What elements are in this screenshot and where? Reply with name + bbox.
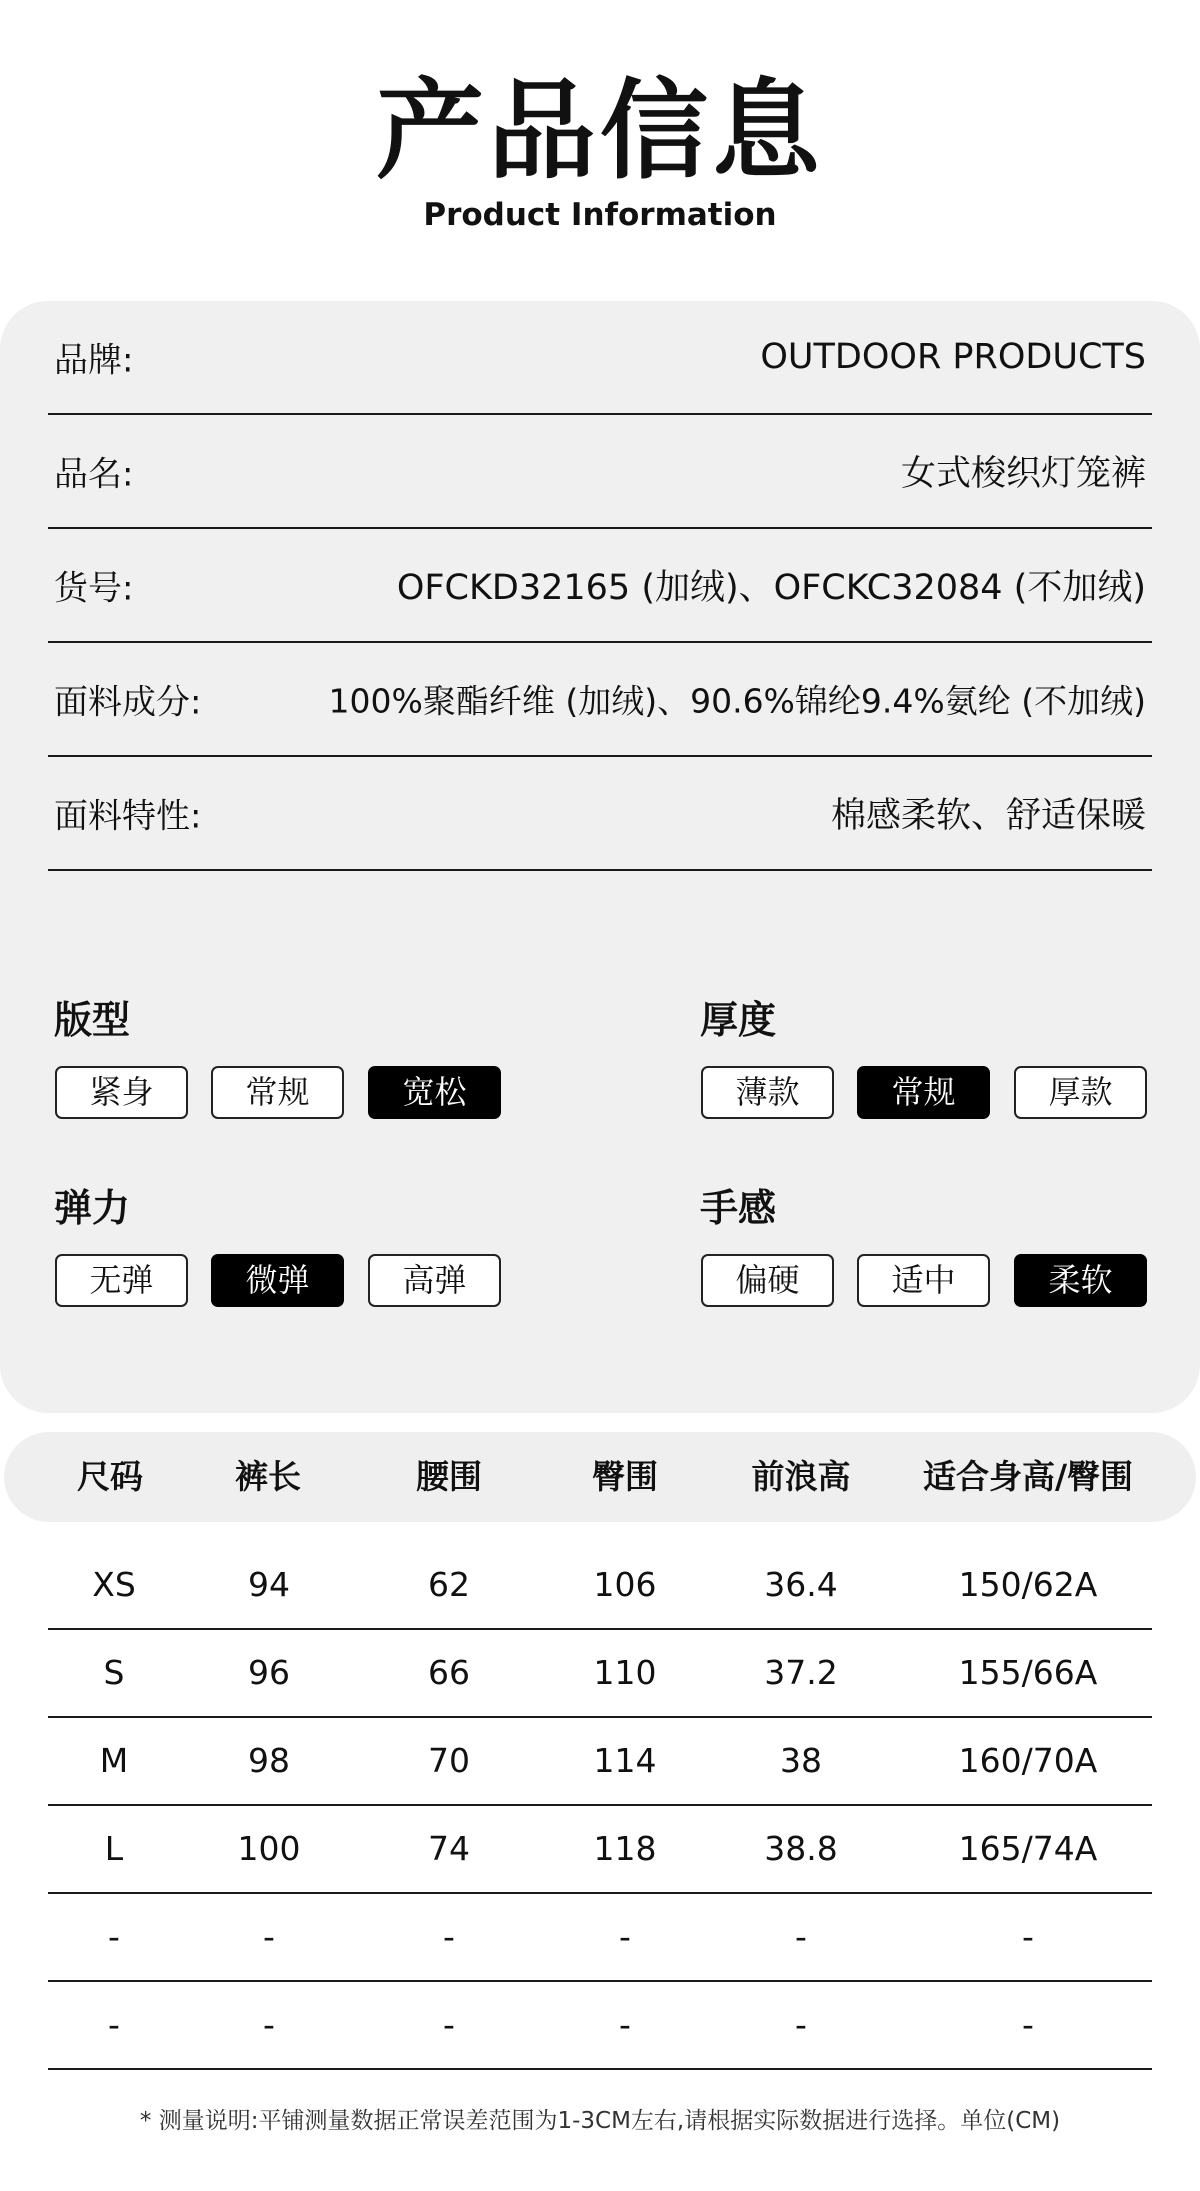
attr-title-feel: 手感 xyxy=(700,1186,777,1230)
table-cell: - xyxy=(619,1917,631,1956)
table-cell: 98 xyxy=(248,1741,290,1780)
info-label: 面料成分: xyxy=(54,682,202,723)
table-cell: - xyxy=(263,1917,275,1956)
elasticity-option-high: 高弹 xyxy=(368,1254,501,1307)
info-row-item-number xyxy=(48,529,1152,643)
column-header-hip: 臀围 xyxy=(592,1457,658,1496)
table-cell: S xyxy=(103,1653,125,1692)
table-cell: 118 xyxy=(593,1829,657,1868)
table-cell: - xyxy=(443,2005,455,2044)
table-row xyxy=(48,1542,1152,1630)
table-cell: 62 xyxy=(428,1565,470,1604)
thickness-option-regular: 常规 xyxy=(857,1066,990,1119)
attr-group-fit xyxy=(48,998,528,1131)
table-cell: - xyxy=(795,2005,807,2044)
thickness-option-thin: 薄款 xyxy=(701,1066,834,1119)
info-label: 面料特性: xyxy=(54,796,202,837)
attr-group-elasticity xyxy=(48,1186,528,1319)
table-cell: 155/66A xyxy=(958,1653,1098,1692)
info-row-fabric-features xyxy=(48,757,1152,871)
table-cell: 74 xyxy=(428,1829,470,1868)
table-cell: 70 xyxy=(428,1741,470,1780)
product-info-card xyxy=(0,301,1200,1413)
table-cell: - xyxy=(443,1917,455,1956)
table-cell: - xyxy=(263,2005,275,2044)
table-cell: - xyxy=(1022,1917,1034,1956)
table-row xyxy=(48,1894,1152,1982)
feel-option-stiff: 偏硬 xyxy=(701,1254,834,1307)
table-row xyxy=(48,1982,1152,2070)
table-cell: 150/62A xyxy=(958,1565,1098,1604)
table-cell: 38 xyxy=(780,1741,822,1780)
table-cell: M xyxy=(99,1741,129,1780)
info-label: 货号: xyxy=(54,568,134,609)
table-cell: 37.2 xyxy=(764,1653,838,1692)
column-header-height-hip: 适合身高/臀围 xyxy=(922,1457,1134,1496)
feel-option-soft: 柔软 xyxy=(1014,1254,1147,1307)
info-row-product-name xyxy=(48,415,1152,529)
fit-option-slim: 紧身 xyxy=(55,1066,188,1119)
info-value: 棉感柔软、舒适保暖 xyxy=(830,796,1146,836)
info-value: 100%聚酯纤维 (加绒)、90.6%锦纶9.4%氨纶 (不加绒) xyxy=(328,681,1146,721)
table-cell: - xyxy=(619,2005,631,2044)
info-label: 品名: xyxy=(54,454,134,495)
info-value: OFCKD32165 (加绒)、OFCKC32084 (不加绒) xyxy=(396,568,1146,608)
attr-group-thickness xyxy=(694,998,1174,1131)
table-cell: 96 xyxy=(248,1653,290,1692)
column-header-length: 裤长 xyxy=(235,1457,301,1496)
column-header-waist: 腰围 xyxy=(416,1457,482,1496)
attr-title-elasticity: 弹力 xyxy=(54,1186,131,1230)
column-header-size: 尺码 xyxy=(77,1457,143,1496)
page-title: 产品信息 xyxy=(375,69,824,194)
table-cell: - xyxy=(1022,2005,1034,2044)
info-label: 品牌: xyxy=(54,340,134,381)
table-cell: 100 xyxy=(237,1829,301,1868)
table-row xyxy=(48,1806,1152,1894)
attr-title-fit: 版型 xyxy=(54,998,131,1042)
table-cell: - xyxy=(795,1917,807,1956)
thickness-option-thick: 厚款 xyxy=(1014,1066,1147,1119)
table-cell: 38.8 xyxy=(764,1829,838,1868)
table-cell: L xyxy=(104,1829,124,1868)
table-cell: 66 xyxy=(428,1653,470,1692)
table-row xyxy=(48,1718,1152,1806)
table-cell: 94 xyxy=(248,1565,290,1604)
info-row-brand xyxy=(48,301,1152,415)
fit-option-regular: 常规 xyxy=(211,1066,344,1119)
page-subtitle: Product Information xyxy=(423,197,777,233)
size-table-header xyxy=(4,1432,1196,1522)
info-value: OUTDOOR PRODUCTS xyxy=(760,337,1146,377)
table-cell: - xyxy=(108,2005,120,2044)
column-header-front-rise: 前浪高 xyxy=(751,1457,851,1496)
info-row-fabric-composition xyxy=(48,643,1152,757)
elasticity-option-slight: 微弹 xyxy=(211,1254,344,1307)
table-cell: 36.4 xyxy=(764,1565,838,1604)
table-cell: - xyxy=(108,1917,120,1956)
table-cell: 106 xyxy=(593,1565,657,1604)
table-row xyxy=(48,1630,1152,1718)
measurement-note: * 测量说明:平铺测量数据正常误差范围为1-3CM左右,请根据实际数据进行选择。单位(CM) xyxy=(139,2108,1061,2134)
info-value: 女式梭织灯笼裤 xyxy=(900,454,1146,494)
attr-title-thickness: 厚度 xyxy=(700,998,777,1042)
fit-option-loose: 宽松 xyxy=(368,1066,501,1119)
attr-group-feel xyxy=(694,1186,1174,1319)
table-cell: 160/70A xyxy=(958,1741,1098,1780)
table-cell: 165/74A xyxy=(958,1829,1098,1868)
table-cell: 114 xyxy=(593,1741,657,1780)
elasticity-option-none: 无弹 xyxy=(55,1254,188,1307)
page-header xyxy=(0,0,1200,300)
feel-option-medium: 适中 xyxy=(857,1254,990,1307)
table-cell: XS xyxy=(92,1565,136,1604)
table-cell: 110 xyxy=(593,1653,657,1692)
